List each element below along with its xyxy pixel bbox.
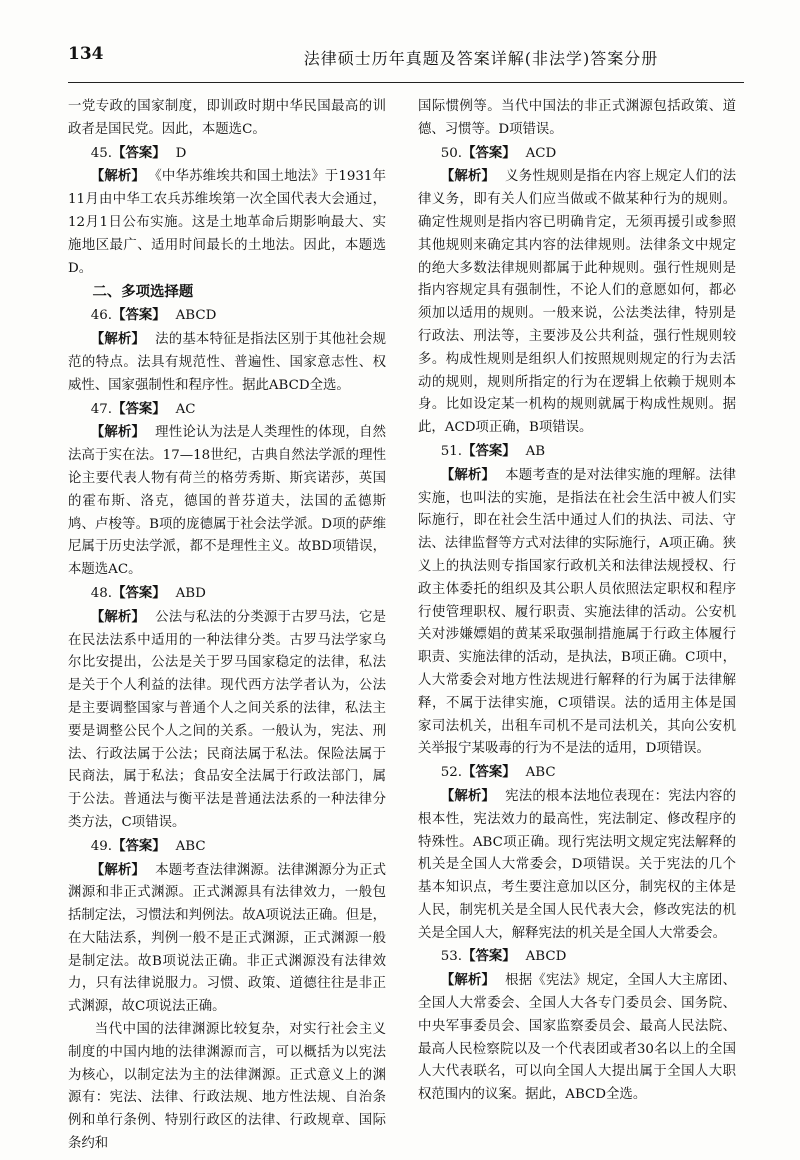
answer-tag: 【答案】: [112, 400, 166, 417]
explanation-tag: 【解析】: [90, 608, 146, 625]
question-number: 49.: [90, 838, 113, 854]
explanation-48: [68, 606, 386, 835]
left-column: [68, 96, 386, 1156]
question-number: 50.: [440, 145, 463, 161]
paragraph-contemporary-sources: 当代中国的法律渊源比较复杂，对实行社会主义制度的中国内地的法律渊源而言，可以概括为以宪法为核心，以制定法为主的法律渊源。正式意义上的渊源有：宪法、法律、行政法规、地方性法规、自治条例和单行条例、特别行政区的法律、行政规章、国际条约和: [68, 1022, 386, 1152]
question-number: 45.: [90, 145, 113, 161]
explanation-tag: 【解析】: [440, 466, 496, 483]
answer-tag: 【答案】: [462, 764, 516, 781]
answer-value: AC: [175, 401, 196, 417]
question-number: 53.: [440, 949, 463, 965]
explanation-tag: 【解析】: [440, 972, 496, 989]
answer-tag: 【答案】: [462, 948, 516, 965]
answer-value: D: [175, 145, 187, 161]
explanation-text: 公法与私法的分类源于古罗马法，它是在民法法系中适用的一种法律分类。古罗马法学家乌尔比安提出，公法是关于罗马国家稳定的法律，私法是关于个人利益的法律。现代西方法学者认为，公法是主要调整国家与普通个人之间关系的法律，私法主要是调整公民个人之间的关系。一般认为，宪法、刑法、行政法属于公法；民商法属于私法。保险法属于民商法，属于私法；食品安全法属于行政法部门，属于公法。普通法与衡平法是普通法法系的一种法律分类方法，C项错误。: [68, 609, 387, 830]
answer-tag: 【答案】: [112, 307, 166, 324]
answer-47: [68, 398, 386, 422]
explanation-tag: 【解析】: [90, 424, 146, 441]
answer-value: AB: [525, 443, 546, 459]
answer-46: [68, 304, 386, 328]
explanation-tag: 【解析】: [90, 331, 146, 348]
answer-tag: 【答案】: [112, 144, 166, 161]
explanation-51: [418, 464, 736, 761]
explanation-text: 《中华苏维埃共和国土地法》于1931年11月由中华工农兵苏维埃第一次全国代表大会通过，12月1日公布实施。这是土地革命后期影响最大、实施地区最广、适用时间最长的土地法。因此，本题选D。: [68, 169, 387, 276]
answer-tag: 【答案】: [462, 442, 516, 459]
paragraph-continued: 国际惯例等。当代中国法的非正式渊源包括政策、道德、习惯等。D项错误。: [418, 99, 736, 137]
answer-53: [418, 945, 736, 969]
question-number: 46.: [90, 308, 113, 324]
answer-value: ABD: [175, 585, 206, 601]
question-number: 52.: [440, 765, 463, 781]
right-column: [418, 96, 736, 1107]
header-rule: [68, 82, 744, 83]
answer-value: ABCD: [525, 949, 567, 965]
explanation-text: 根据《宪法》规定，全国人大主席团、全国人大常委会、全国人大各专门委员会、国务院、中央军事委员会、国家监察委员会、最高人民法院、最高人民检察院以及一个代表团或者30名以上的全国人大代表联名，可以向全国人大提出属于全国人大职权范围内的议案。据此，ABCD全选。: [418, 973, 737, 1103]
page-number: 134: [68, 44, 104, 64]
question-number: 48.: [90, 585, 113, 601]
question-number: 51.: [440, 443, 463, 459]
explanation-text: 本题考查法律渊源。法律渊源分为正式渊源和非正式渊源。正式渊源具有法律效力，一般包括制定法，习惯法和判例法。故A项说法正确。但是，在大陆法系，判例一般不是正式渊源，正式渊源一般是制定法。故B项说法正确。非正式渊源没有法律效力，只有法律说服力。习惯、政策、道德往往是非正式渊源，故C项说法正确。: [68, 862, 387, 1015]
explanation-46: [68, 328, 386, 397]
explanation-tag: 【解析】: [440, 168, 496, 185]
answer-49: [68, 835, 386, 859]
answer-50: [418, 142, 736, 166]
explanation-text: 理性论认为法是人类理性的体现，自然法高于实在法。17—18世纪，古典自然法学派的理性论主要代表人物有荷兰的格劳秀斯、斯宾诺莎，英国的霍布斯、洛克，德国的普芬道夫，法国的孟德斯鸠、卢梭等。B项的庞德属于社会法学派。D项的萨维尼属于历史法学派，都不是理性主义。故BD项错误，本题选AC。: [68, 425, 387, 578]
explanation-49: [68, 859, 386, 1020]
answer-52: [418, 761, 736, 785]
explanation-52: [418, 785, 736, 946]
question-number: 47.: [90, 401, 113, 417]
answer-value: ABCD: [175, 308, 217, 324]
answer-48: [68, 582, 386, 606]
explanation-tag: 【解析】: [90, 168, 146, 185]
answer-tag: 【答案】: [462, 144, 516, 161]
page-header: [68, 40, 744, 76]
explanation-47: [68, 421, 386, 582]
explanation-text: 法的基本特征是指法区别于其他社会规范的特点。法具有规范性、普遍性、国家意志性、权威性、国家强制性和程序性。据此ABCD全选。: [68, 332, 387, 393]
explanation-tag: 【解析】: [440, 787, 496, 804]
running-title: 法律硕士历年真题及答案详解(非法学)答案分册: [303, 49, 659, 68]
explanation-53: [418, 969, 736, 1107]
section-heading: 二、多项选择题: [92, 284, 194, 301]
explanation-text: 宪法的根本法地位表现在：宪法内容的根本性，宪法效力的最高性，宪法制定、修改程序的特殊性。ABC项正确。现行宪法明文规定宪法解释的机关是全国人大常委会，D项错误。关于宪法的几个基本知识点，考生要注意加以区分，制宪权的主体是人民，制宪机关是全国人民代表大会，修改宪法的机关是全国人大，解释宪法的机关是全国人大常委会。: [418, 788, 737, 941]
answer-value: ABC: [525, 765, 556, 781]
answer-tag: 【答案】: [112, 837, 166, 854]
explanation-tag: 【解析】: [90, 861, 146, 878]
explanation-50: [418, 165, 736, 440]
answer-45: [68, 142, 386, 166]
paragraph-continued: 一党专政的国家制度，即训政时期中华民国最高的训政者是国民党。因此，本题选C。: [68, 99, 386, 137]
answer-value: ABC: [175, 838, 206, 854]
answer-tag: 【答案】: [112, 584, 166, 601]
answer-51: [418, 440, 736, 464]
answer-value: ACD: [525, 145, 557, 161]
explanation-text: 义务性规则是指在内容上规定人们的法律义务，即有关人们应当做或不做某种行为的规则。确定性规则是指内容已明确肯定，无须再援引或参照其他规则来确定其内容的法律规则。法律条文中规定的绝大多数法律规则都属于此种规则。强行性规则是指内容规定具有强制性，不论人们的意愿如何，都必须加以适用的规则。一般来说，公法类法律，特别是行政法、刑法等，主要涉及公共利益，强行性规则较多。构成性规则是组织人们按照规则规定的行为去活动的规则，规则所指定的行为在逻辑上依赖于规则本身。比如设定某一机构的规则就属于构成性规则。据此，ACD项正确，B项错误。: [418, 169, 737, 436]
explanation-45: [68, 165, 386, 280]
explanation-text: 本题考查的是对法律实施的理解。法律实施，也叫法的实施，是指法在社会生活中被人们实际施行，即在社会生活中通过人们的执法、司法、守法、法律监督等方式对法律的实际施行，A项正确。狭义上的执法则专指国家行政机关和法律法规授权、行政主体委托的组织及其公职人员依照法定职权和程序行使管理职权、履行职责、实施法律的活动。公安机关对涉嫌嫖娼的黄某采取强制措施属于行政主体履行职责、实施法律的活动，是执法，B项正确。C项中，人大常委会对地方性法规进行解释的行为属于法律解释，不属于法律实施，C项错误。法的适用主体是国家司法机关，出租车司机不是司法机关，其向公安机关举报宁某吸毒的行为不是法的适用，D项错误。: [418, 467, 737, 757]
